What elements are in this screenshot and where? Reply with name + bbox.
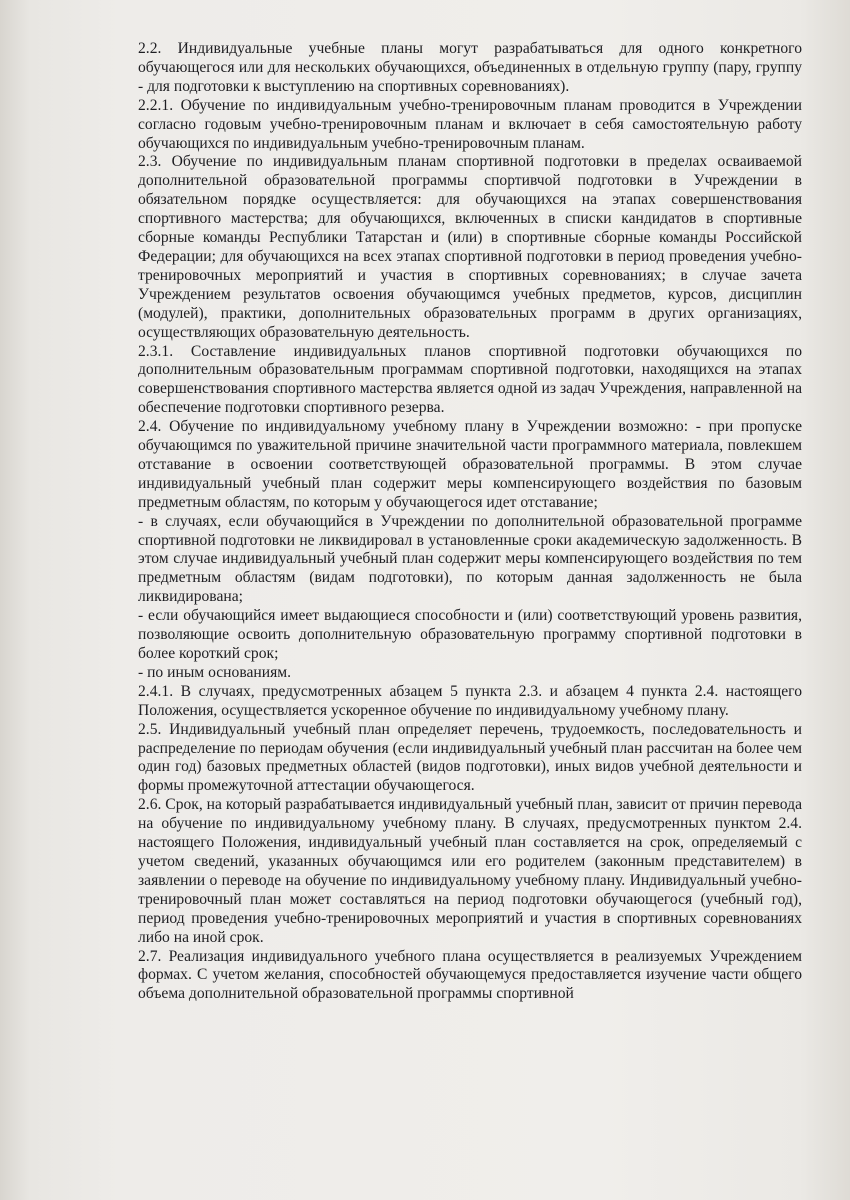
paragraph-2-6: 2.6. Срок, на который разрабатывается индивидуальный учебный план, зависит от причин перевода на обучение по индивидуальному учебному плану. В случаях, предусмотренных пунктом 2.4. настоящего Положения, индивидуальный учебный план составляется на срок, определяемый с учетом сведений, указанных обучающимся или его родителем (законным представителем) в заявлении о переводе на обучение по индивидуальному учебному плану. Индивидуальный учебно-тренировочный план может составляться на период подготовки обучающегося (учебный год), период проведения учебно-тренировочных мероприятий и участия в спортивных соревнованиях либо на иной срок. [138, 796, 802, 946]
paragraph-2-2-1: 2.2.1. Обучение по индивидуальным учебно-тренировочным планам проводится в Учреждении согласно годовым учебно-тренировочным планам и включает в себя самостоятельную работу обучающихся по индивидуальным учебно-тренировочным планам. [138, 96, 802, 152]
paragraph-2-3-1: 2.3.1. Составление индивидуальных планов спортивной подготовки обучающихся по дополнительным образовательным программам спортивной подготовки, находящихся на этапах совершенствования спортивного мастерства является одной из задач Учреждения, направленной на обеспечение подготовки спортивного резерва. [138, 342, 802, 417]
paragraph-2-7: 2.7. Реализация индивидуального учебного плана осуществляется в реализуемых Учреждением формах. С учетом желания, способностей обучающемуся предоставляется изучение части общего объема дополнительной образовательной программы спортивной [138, 947, 802, 1003]
paragraph-2-2: 2.2. Индивидуальные учебные планы могут разрабатываться для одного конкретного обучающегося или для нескольких обучающихся, объединенных в отдельную группу (пару, группу - для подготовки к выступлению на спортивных соревнованиях). [138, 40, 802, 95]
paragraph-2-5: 2.5. Индивидуальный учебный план определяет перечень, трудоемкость, последовательность и распределение по периодам обучения (если индивидуальный учебный план рассчитан на более чем один год) базовых предметных областей (видов подготовки), иных видов учебной деятельности и формы промежуточной аттестации обучающегося. [138, 720, 802, 795]
paragraph-2-4-item-abilities: - если обучающийся имеет выдающиеся способности и (или) соответствующий уровень развития, позволяющие освоить дополнительную образовательную программу спортивной подготовки в более короткий срок; [138, 607, 802, 662]
paragraph-2-4-item-debt: - в случаях, если обучающийся в Учреждении по дополнительной образовательной программе спортивной подготовки не ликвидировал в установленные сроки академическую задолженность. В этом случае индивидуальный учебный план содержит меры компенсирующего воздействия по тем предметным областям (видам подготовки), по которым данная задолженность не была ликвидирована; [138, 512, 802, 606]
document-body [138, 40, 802, 1004]
paragraph-2-3: 2.3. Обучение по индивидуальным планам спортивной подготовки в пределах осваиваемой дополнительной образовательной программы спортивчой подготовки в Учреждении в обязательном порядке осуществляется: для обучающихся на этапах совершенствования спортивного мастерства; для обучающихся, включенных в списки кандидатов в спортивные сборные команды Республики Татарстан и (или) в спортивные сборные команды Российской Федерации; для обучающихся на всех этапах спортивной подготовки в период проведения учебно-тренировочных мероприятий и участия в спортивных соревнованиях; в случае зачета Учреждением результатов освоения обучающимся учебных предметов, курсов, дисциплин (модулей), практики, дополнительных образовательных программ в других организациях, осуществляющих образовательную деятельность. [138, 153, 802, 341]
paragraph-2-4: 2.4. Обучение по индивидуальному учебному плану в Учреждении возможно: - при пропуске обучающимся по уважительной причине значительной части программного материала, повлекшем отставание в освоении соответствующей образовательной программы. В этом случае индивидуальный учебный план содержит меры компенсирующего воздействия по базовым предметным областям, по которым у обучающегося идет отставание; [138, 418, 802, 511]
paragraph-2-4-1: 2.4.1. В случаях, предусмотренных абзацем 5 пункта 2.3. и абзацем 4 пункта 2.4. настоящего Положения, осуществляется ускоренное обучение по индивидуальному учебному плану. [138, 682, 802, 719]
paragraph-2-4-item-other: - по иным основаниям. [138, 663, 292, 681]
